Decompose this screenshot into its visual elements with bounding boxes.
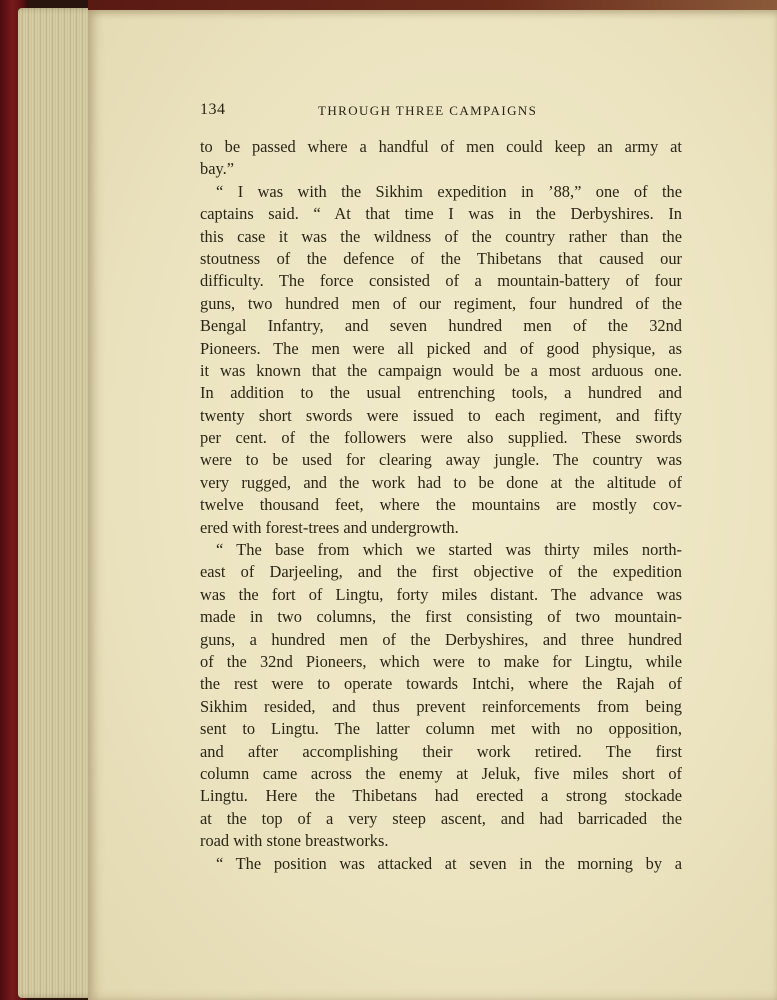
text-line: bay.” <box>200 159 234 179</box>
text-line: to be passed where a handful of men could keep an army at <box>200 137 682 156</box>
text-line: column came across the enemy at Jeluk, five miles short of <box>200 763 682 783</box>
text-line: Pioneers. The men were all picked and of good physique, as <box>200 338 682 358</box>
text-line: stoutness of the defence of the Thibetans that caused our <box>200 248 682 268</box>
running-head: THROUGH THREE CAMPAIGNS <box>318 103 538 118</box>
text-line: ered with forest-trees and undergrowth. <box>200 517 459 537</box>
text-line: twelve thousand feet, where the mountains are mostly cov- <box>200 495 682 515</box>
text-line: twenty short swords were issued to each regiment, and fifty <box>200 405 682 425</box>
text-line: Bengal Infantry, and seven hundred men of the 32nd <box>200 316 682 336</box>
text-line: at the top of a very steep ascent, and had barricaded the <box>200 808 682 828</box>
body-text <box>200 136 682 875</box>
text-line: were to be used for clearing away jungle. The country was <box>200 450 682 470</box>
text-line: east of Darjeeling, and the first objective of the expedition <box>200 562 682 582</box>
text-line: In addition to the usual entrenching tools, a hundred and <box>200 383 682 403</box>
text-line: made in two columns, the first consisting of two mountain- <box>200 607 682 627</box>
text-line: the rest were to operate towards Intchi, where the Rajah of <box>200 674 682 694</box>
text-line: guns, a hundred men of the Derbyshires, and three hundred <box>200 629 682 649</box>
text-line: guns, two hundred men of our regiment, four hundred of the <box>200 293 682 313</box>
text-line: it was known that the campaign would be a most arduous one. <box>200 360 682 380</box>
text-line: “ The position was attacked at seven in the morning by a <box>216 853 682 873</box>
text-line: Lingtu. Here the Thibetans had erected a strong stockade <box>200 786 682 806</box>
text-line: road with stone breastworks. <box>200 831 389 851</box>
text-line: sent to Lingtu. The latter column met with no opposition, <box>200 719 682 739</box>
text-line: “ I was with the Sikhim expedition in ’88,” one of the <box>216 181 682 201</box>
text-line: “ The base from which we started was thirty miles north- <box>216 540 682 560</box>
text-line: per cent. of the followers were also supplied. These swords <box>200 428 682 448</box>
text-line: difficulty. The force consisted of a mountain-battery of four <box>200 271 682 291</box>
text-line: captains said. “ At that time I was in the Derbyshires. In <box>200 204 682 224</box>
text-line: this case it was the wildness of the country rather than the <box>200 226 682 246</box>
text-line: was the fort of Lingtu, forty miles distant. The advance was <box>200 584 682 604</box>
text-line: of the 32nd Pioneers, which were to make for Lingtu, while <box>200 651 682 671</box>
page-number: 134 <box>200 101 226 118</box>
text-line: very rugged, and the work had to be done at the altitude of <box>200 472 682 492</box>
page-header <box>200 101 682 123</box>
text-line: and after accomplishing their work retired. The first <box>200 741 682 761</box>
text-line: Sikhim resided, and thus prevent reinforcements from being <box>200 696 682 716</box>
